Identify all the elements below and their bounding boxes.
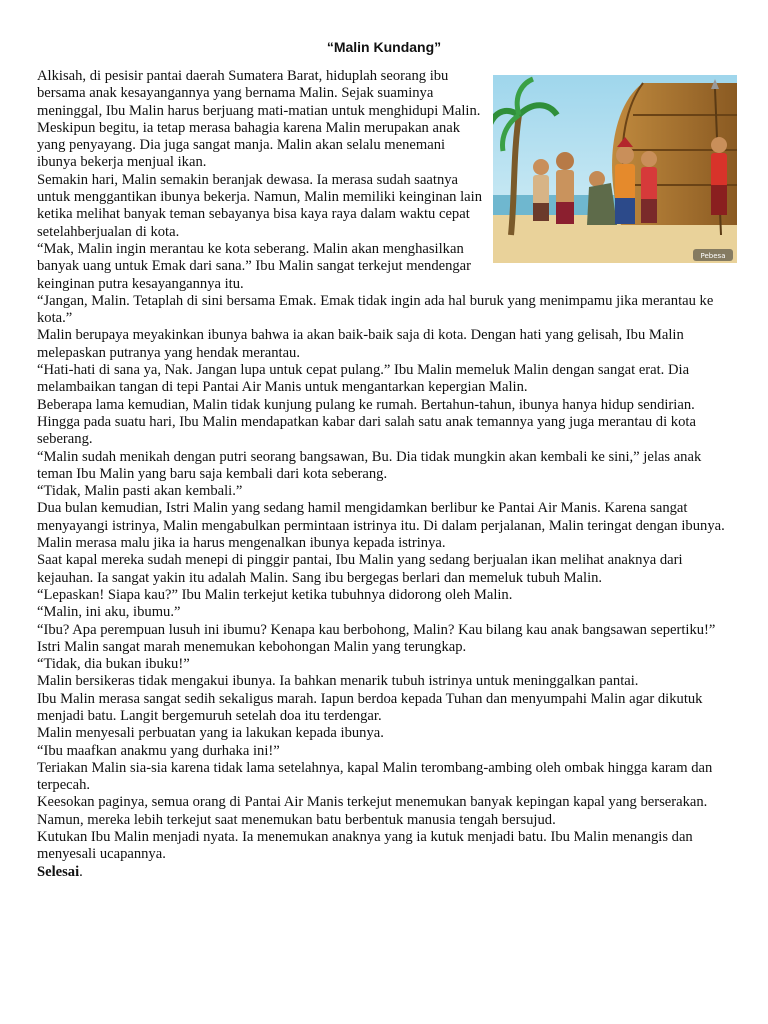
illustration-scene [493, 75, 737, 263]
paragraph: Kutukan Ibu Malin menjadi nyata. Ia menemukan anaknya yang ia kutuk menjadi batu. Ibu Malin menangis dan menyesali ucapannya. [37, 829, 693, 863]
paragraph: Beberapa lama kemudian, Malin tidak kunjung pulang ke rumah. Bertahun-tahun, ibunya hanya hidup sendirian. Hingga pada suatu hari, Ibu Malin mendapatkan kabar dari salah satu anak temannya yang juga merantau di kota seberang. [37, 396, 696, 448]
paragraph: Keesokan paginya, semua orang di Pantai Air Manis terkejut menemukan banyak kepingan kapal yang berserakan. Namun, mereka lebih terkejut saat menemukan batu berbentuk manusia tengah bersujud. [37, 794, 708, 828]
ending-line [37, 864, 737, 881]
paragraph: “Mak, Malin ingin merantau ke kota seberang. Malin akan menghasilkan banyak uang untuk Emak dari sana.” Ibu Malin sangat terkejut mendengar keinginan putra kesayangannya itu. [37, 240, 472, 292]
paragraph: Teriakan Malin sia-sia karena tidak lama setelahnya, kapal Malin terombang-ambing oleh ombak hingga karam dan terpecah. [37, 759, 713, 794]
pebesa-logo [693, 249, 733, 261]
paragraph: Ibu Malin merasa sangat sedih sekaligus marah. Iapun berdoa kepada Tuhan dan menyumpahi Malin agar dikutuk menjadi batu. Langit bergemuruh setelah doa itu terdengar. [37, 690, 703, 724]
paragraph: Malin menyesali perbuatan yang ia lakukan kepada ibunya. [37, 725, 384, 742]
paragraph: “Hati-hati di sana ya, Nak. Jangan lupa untuk cepat pulang.” Ibu Malin memeluk Malin dengan sangat erat. Dia melambaikan tangan di tepi Pantai Air Manis untuk mengantarkan kepergian Malin. [37, 362, 690, 396]
watermark-text: Pebesa [700, 252, 726, 260]
paragraph: Alkisah, di pesisir pantai daerah Sumatera Barat, hiduplah seorang ibu bersama anak kesayangannya yang bernama Malin. Sejak suaminya meninggal, Ibu Malin harus berjuang mati-matian untuk menghidupi Malin. Meskipun begitu, ia tetap merasa bahagia karena Malin merupakan anak yang penyayang. Dia juga sangat manja. Malin akan selalu menemani ibunya bekerja menjual ikan. [37, 68, 481, 171]
paragraph: “Malin, ini aku, ibumu.” [37, 604, 181, 621]
paragraph: “Tidak, dia bukan ibuku!” [37, 656, 190, 673]
paragraph: Saat kapal mereka sudah menepi di pinggir pantai, Ibu Malin yang sedang berjualan ikan melihat anaknya dari kejauhan. Ia sangat yakin itu adalah Malin. Sang ibu bergegas berlari dan memeluk tubuh Malin. [37, 552, 683, 586]
paragraph: “Lepaskan! Siapa kau?” Ibu Malin terkejut ketika tubuhnya didorong oleh Malin. [37, 586, 513, 603]
ending-word: Selesai [37, 863, 80, 880]
paragraph: “Malin sudah menikah dengan putri seorang bangsawan, Bu. Dia tidak mungkin akan kembali ke sini,” jelas anak teman Ibu Malin yang baru saja kembali dari kota seberang. [37, 448, 702, 482]
story-title: “Malin Kundang” [326, 39, 442, 55]
story-body [37, 68, 737, 881]
paragraph: “Jangan, Malin. Tetaplah di sini bersama Emak. Emak tidak ingin ada hal buruk yang menimpamu jika merantau ke kota.” [37, 292, 714, 327]
paragraph: “Ibu? Apa perempuan lusuh ini ibumu? Kenapa kau berbohong, Malin? Kau bilang kau anak bangsawan sepertiku!” Istri Malin sangat marah menemukan kebohongan Malin yang terungkap. [37, 621, 716, 655]
paragraph: Semakin hari, Malin semakin beranjak dewasa. Ia merasa sudah saatnya untuk menggantikan ibunya bekerja. Namun, Malin memiliki keinginan lain ketika melihat banyak teman sebayanya bisa kaya raya dalam waktu cepat setelahberjualan di kota. [37, 171, 483, 240]
story-illustration [493, 75, 737, 263]
paragraph: Malin bersikeras tidak mengakui ibunya. Ia bahkan menarik tubuh istrinya untuk meninggalkan pantai. [37, 673, 639, 690]
paragraph: Dua bulan kemudian, Istri Malin yang sedang hamil mengidamkan berlibur ke Pantai Air Manis. Karena sangat menyayangi istrinya, Malin mengabulkan permintaan istrinya itu. Di dalam perjalanan, Malin teringat dengan ibunya. Malin merasa malu jika ia harus mengenalkan ibunya kepada istrinya. [37, 500, 725, 552]
ending-punct: . [79, 863, 83, 880]
paragraph: “Ibu maafkan anakmu yang durhaka ini!” [37, 742, 280, 759]
paragraph: “Tidak, Malin pasti akan kembali.” [37, 483, 243, 500]
paragraph: Malin berupaya meyakinkan ibunya bahwa ia akan baik-baik saja di kota. Dengan hati yang gelisah, Ibu Malin melepaskan putranya yang hendak merantau. [37, 327, 684, 361]
